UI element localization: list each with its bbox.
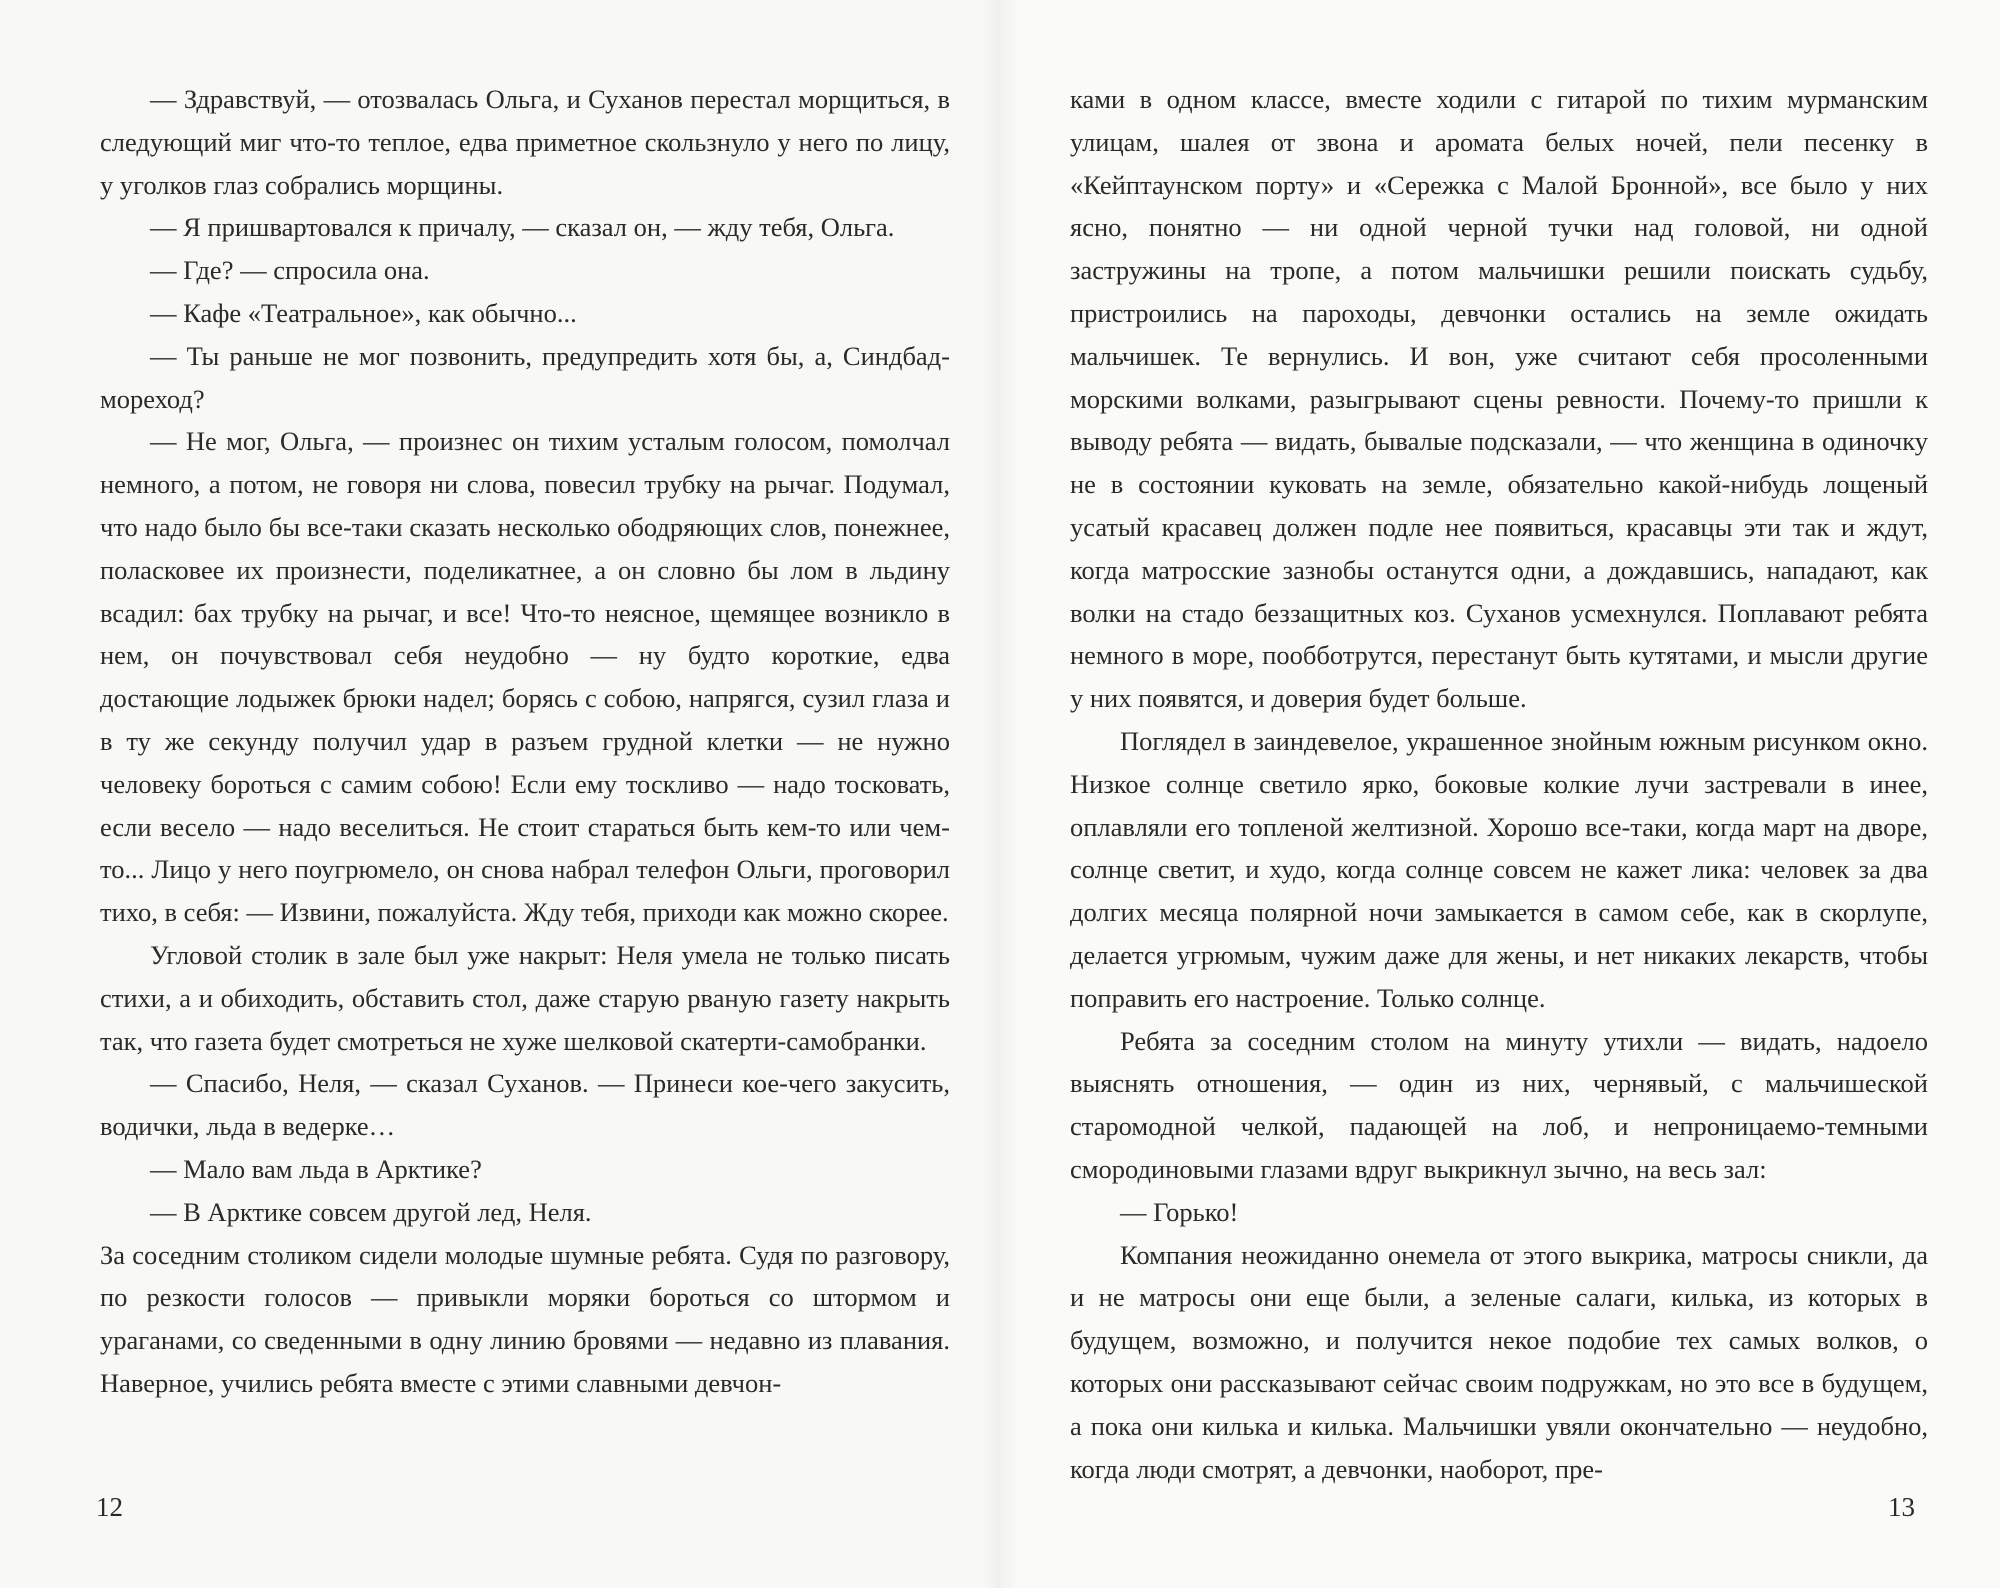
left-page-text <box>100 78 950 1405</box>
paragraph: Поглядел в заиндевелое, украшенное знойным южным рисунком окно. Низкое солнце светило ярко, боковые колкие лучи застревали в инее, оплавляли его топленой желтизной. Хорошо все-таки, когда март на дворе, солнце светит, и худо, когда солнце совсем не кажет лика: человек за два долгих месяца полярной ночи замыкается в самом себе, как в скорлупе, делается угрюмым, чужим даже для жены, и нет никаких лекарств, чтобы поправить его настроение. Только солнце. <box>1070 725 1928 1013</box>
right-page-text <box>1070 78 1928 1490</box>
paragraph: — Здравствуй, — отозвалась Ольга, и Суханов перестал морщиться, в следующий миг что-то теплое, едва приметное скользнуло у него по лицу, у уголков глаз собрались морщины. <box>100 84 950 200</box>
paragraph: — Где? — спросила она. <box>150 255 430 286</box>
book-gutter <box>982 0 1018 1588</box>
paragraph: — Не мог, Ольга, — произнес он тихим усталым голосом, помолчал немного, а потом, не говоря ни слова, повесил трубку на рычаг. Подумал, что надо было бы все-таки сказать несколько ободряющих слов, понежнее, поласковее их произнести, поделикатнее, а он словно бы лом в льдину всадил: бах трубку на рычаг, и все! Что-то неясное, щемящее возникло в нем, он почувствовал себя неудобно — ну будто короткие, едва достающие лодыжек брюки надел; борясь с собою, напрягся, сузил глаза и в ту же секунду получил удар в разъем грудной клетки — не нужно человеку бороться с самим собою! Если ему тоскливо — надо тосковать, если весело — надо веселиться. Не стоит стараться быть кем-то или чем-то... Лицо у него поугрюмело, он снова набрал телефон Ольги, проговорил тихо, в себя: — Извини, пожалуйста. Жду тебя, приходи как можно скорее. <box>100 426 950 928</box>
paragraph: — Мало вам льда в Арктике? <box>150 1153 482 1184</box>
right-page <box>1000 0 2000 1588</box>
page-number-right: 13 <box>1888 1492 1915 1522</box>
paragraph: Угловой столик в зале был уже накрыт: Неля умела не только писать стихи, а и обиходить, обставить стол, даже старую рваную газету накрыть так, что газета будет смотреться не хуже шелковой скатерти-самобранки. <box>100 939 950 1056</box>
page-number-left: 12 <box>96 1492 123 1522</box>
paragraph: — Кафе «Театральное», как обычно... <box>150 297 577 328</box>
paragraph: Ребята за соседним столом на минуту утихли — видать, надоело выяснять отношения, — один из них, чернявый, с мальчишеской старомодной челкой, падающей на лоб, и непроницаемо-темными смородиновыми глазами вдруг выкрикнул зычно, на весь зал: <box>1070 1025 1928 1184</box>
paragraph: За соседним столиком сидели молодые шумные ребята. Судя по разговору, по резкости голосов — привыкли моряки бороться со штормом и ураганами, со сведенными в одну линию бровями — недавно из плавания. Наверное, учились ребята вместе с этими славными девчон- <box>100 1239 950 1398</box>
paragraph: Компания неожиданно онемела от этого выкрика, матросы сникли, да и не матросы они еще были, а зеленые салаги, килька, из которых в будущем, возможно, и получится некое подобие тех самых волков, о которых они рассказывают сейчас своим подружкам, но это все в будущем, а пока они килька и килька. Мальчишки увяли окончательно — неудобно, когда люди смотрят, а девчонки, наоборот, пре- <box>1070 1239 1928 1484</box>
paragraph: — Горько! <box>1120 1196 1239 1227</box>
paragraph: ками в одном классе, вместе ходили с гитарой по тихим мурманским улицам, шалея от звона и аромата белых ночей, пели песенку в «Кейптаунском порту» и «Сережка с Малой Бронной», все было у них ясно, понятно — ни одной черной тучки над головой, ни одной застружины на тропе, а потом мальчишки решили поискать судьбу, пристроились на пароходы, девчонки остались на земле ожидать мальчишек. Те вернулись. И вон, уже считают себя просоленными морскими волками, разыгрывают сцены ревности. Почему-то пришли к выводу ребята — видать, бывалые подсказали, — что женщина в одиночку не в состоянии куковать на земле, обязательно какой-нибудь лощеный усатый красавец должен подле нее появиться, красавцы эти так и ждут, когда матросские зазнобы останутся одни, а дождавшись, нападают, как волки на стадо беззащитных коз. Суханов усмехнулся. Поплавают ребята немного в море, пообботрутся, перестанут быть кутятами, и мысли другие у них появятся, и доверия будет больше. <box>1070 84 1928 714</box>
paragraph: — Ты раньше не мог позвонить, предупредить хотя бы, а, Синдбад-мореход? <box>100 340 950 414</box>
paragraph: — Я пришвартовался к причалу, — сказал он, — жду тебя, Ольга. <box>150 212 895 243</box>
paragraph: — Спасибо, Неля, — сказал Суханов. — Принеси кое-чего закусить, водички, льда в ведерке… <box>100 1068 950 1142</box>
paragraph: — В Арктике совсем другой лед, Неля. <box>150 1196 592 1227</box>
